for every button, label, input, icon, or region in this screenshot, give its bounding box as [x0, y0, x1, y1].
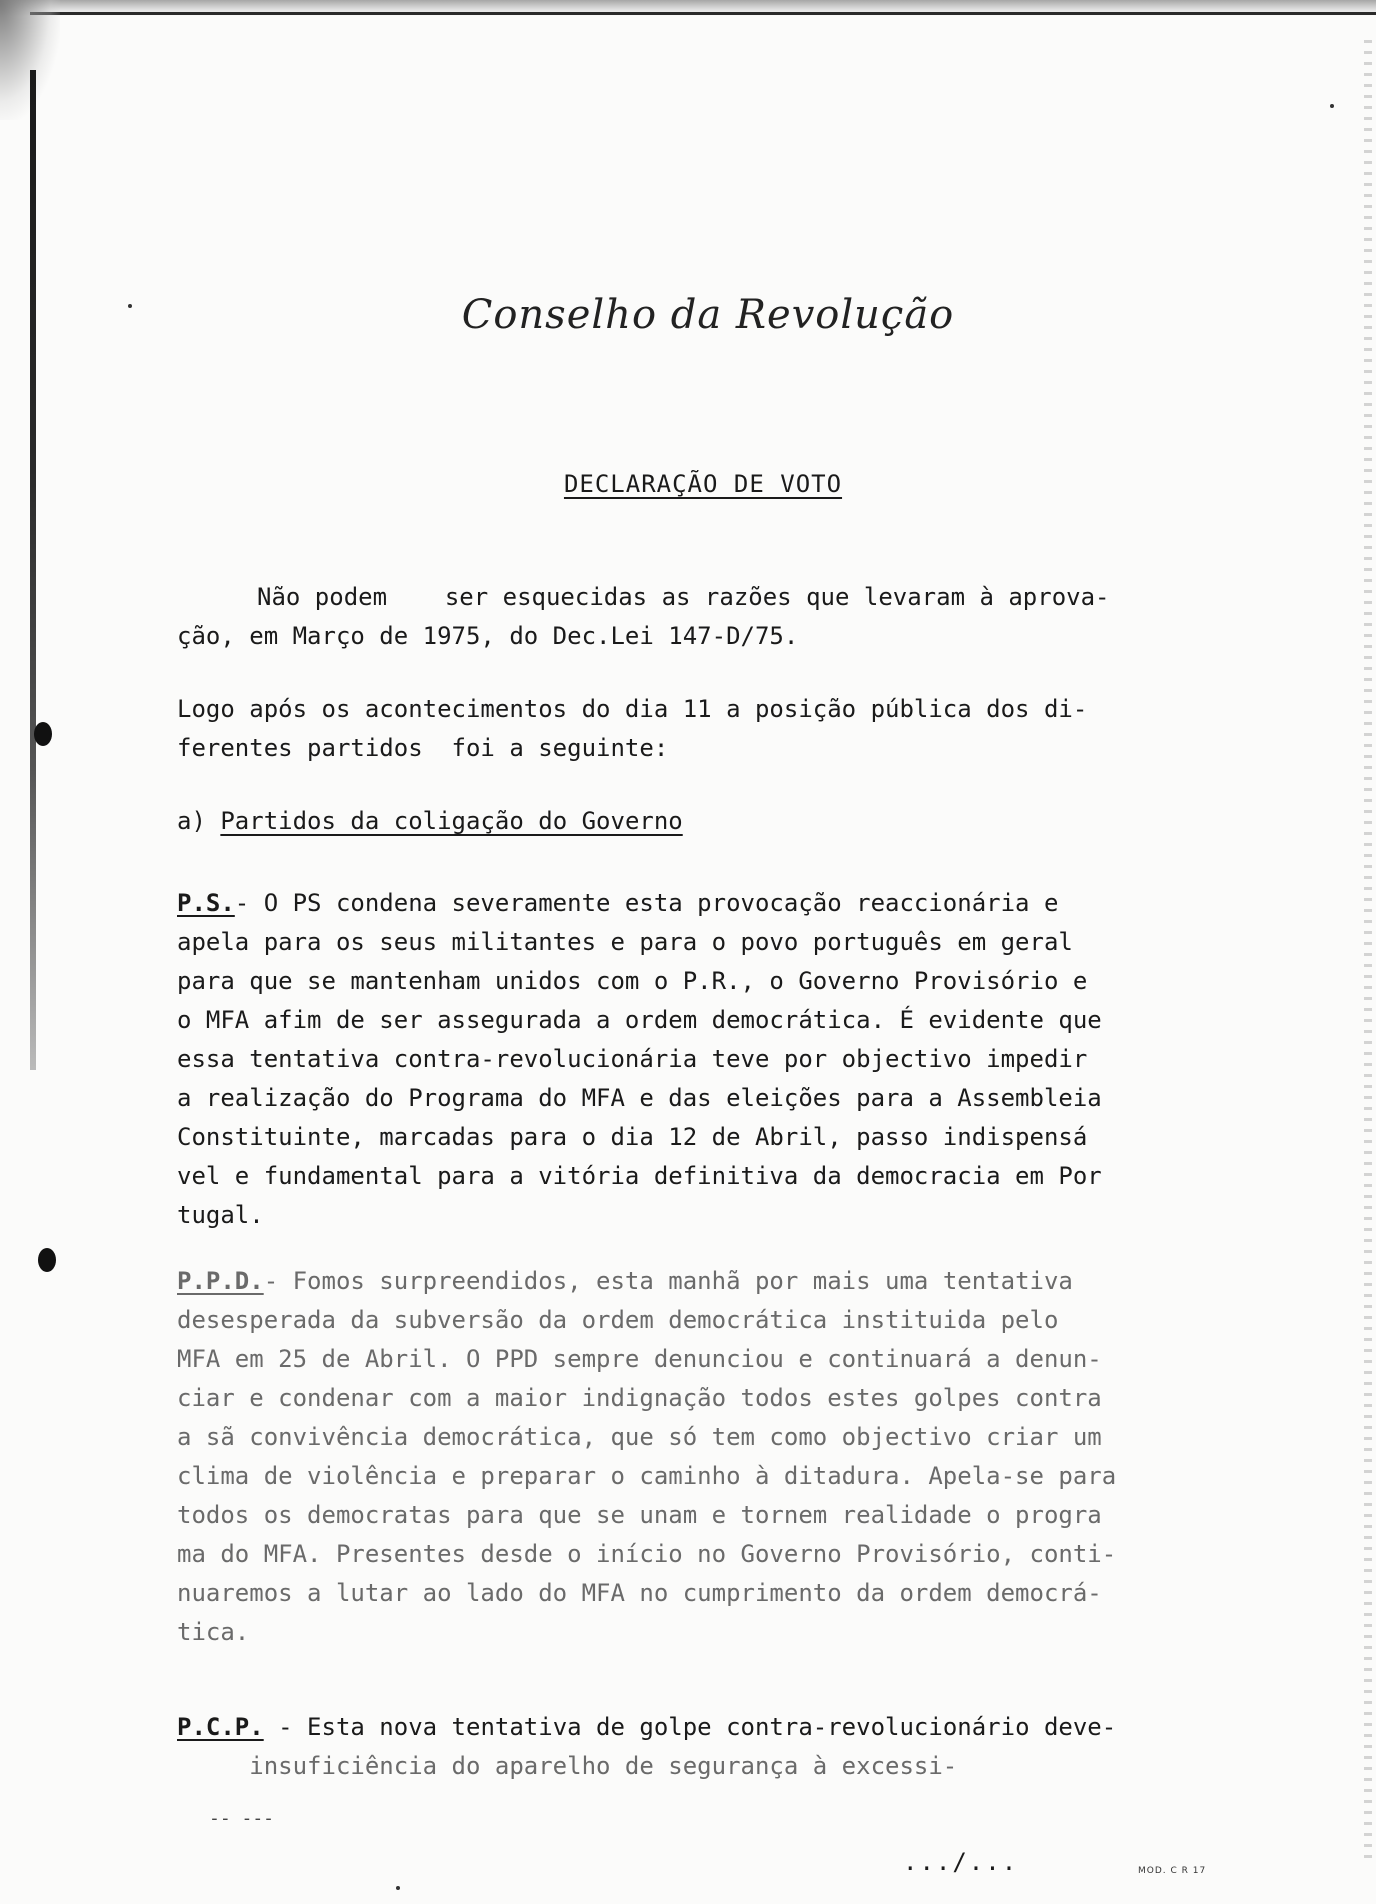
form-reference: MOD. C R 17: [1138, 1866, 1207, 1876]
text-line: ferentes partidos foi a seguinte:: [177, 734, 669, 762]
text-line-rest: - Esta nova tentativa de golpe contra-revolucionário deve-: [263, 1713, 1117, 1741]
letterhead: Conselho da Revolução: [461, 292, 955, 338]
text-line: Logo após os acontecimentos do dia 11 a posição pública dos di-: [177, 695, 1088, 723]
text-line: nuaremos a lutar ao lado do MFA no cumprimento da ordem democrá-: [177, 1579, 1102, 1607]
text-line: vel e fundamental para a vitória definitiva da democracia em Por: [177, 1162, 1102, 1190]
text-line: para que se mantenham unidos com o P.R., o Governo Provisório e: [177, 967, 1088, 995]
party-abbr-ppd: P.P.D.: [177, 1267, 264, 1295]
ps-paragraph: [177, 884, 1262, 1235]
punch-hole-lower: [38, 1248, 56, 1272]
text-line: Não podem ser esquecidas as razões que levaram à aprova-: [257, 583, 1110, 611]
ps-first-line: [177, 884, 1262, 923]
text-line: ciar e condenar com a maior indignação todos estes golpes contra: [177, 1384, 1102, 1412]
text-line: ma do MFA. Presentes desde o início no Governo Provisório, conti-: [177, 1540, 1117, 1568]
page-continuation: .../...: [903, 1848, 1019, 1876]
party-abbr-ps: P.S.: [177, 889, 235, 917]
text-line: ção, em Março de 1975, do Dec.Lei 147-D/75.: [177, 622, 799, 650]
text-line-rest: - O PS condena severamente esta provocação reaccionária e: [234, 889, 1059, 917]
text-line: clima de violência e preparar o caminho à ditadura. Apela-se para: [177, 1462, 1117, 1490]
pcp-paragraph: [177, 1708, 1262, 1786]
text-line: a sã convivência democrática, que só tem como objectivo criar um: [177, 1423, 1102, 1451]
text-line: tugal.: [177, 1201, 264, 1229]
text-line: insuficiência do aparelho de segurança à excessi-: [177, 1752, 958, 1780]
footer-fragment: -- ---: [209, 1808, 275, 1829]
section-heading-line: [177, 802, 1262, 841]
intro-paragraph: [177, 578, 1262, 656]
section-heading: [177, 802, 1262, 841]
pcp-first-line: [177, 1708, 1262, 1747]
section-heading-text: Partidos da coligação do Governo: [220, 807, 683, 835]
speck-mark: [396, 1886, 400, 1890]
text-line: o MFA afim de ser assegurada a ordem democrática. É evidente que: [177, 1006, 1102, 1034]
text-line: todos os democratas para que se unam e tornem realidade o progra: [177, 1501, 1102, 1529]
party-abbr-pcp: P.C.P.: [177, 1713, 264, 1741]
photocopy-top-border: [30, 12, 1376, 15]
ppd-paragraph: [177, 1262, 1262, 1652]
photocopy-left-border: [30, 70, 36, 1070]
text-line: Constituinte, marcadas para o dia 12 de Abril, passo indispensá: [177, 1123, 1088, 1151]
text-line-rest: - Fomos surpreendidos, esta manhã por mais uma tentativa: [263, 1267, 1073, 1295]
punch-hole-upper: [34, 722, 52, 746]
text-line: desesperada da subversão da ordem democrática instituida pelo: [177, 1306, 1059, 1334]
speck-mark: [1330, 104, 1334, 108]
text-line: a realização do Programa do MFA e das eleições para a Assembleia: [177, 1084, 1102, 1112]
text-line: essa tentativa contra-revolucionária teve por objectivo impedir: [177, 1045, 1088, 1073]
text-line: MFA em 25 de Abril. O PPD sempre denunciou e continuará a denun-: [177, 1345, 1102, 1373]
section-prefix: a): [177, 807, 221, 835]
context-paragraph: [177, 690, 1262, 768]
ppd-first-line: [177, 1262, 1262, 1301]
text-line: apela para os seus militantes e para o povo português em geral: [177, 928, 1073, 956]
document-title: DECLARAÇÃO DE VOTO: [563, 470, 843, 498]
text-line: tica.: [177, 1618, 250, 1646]
